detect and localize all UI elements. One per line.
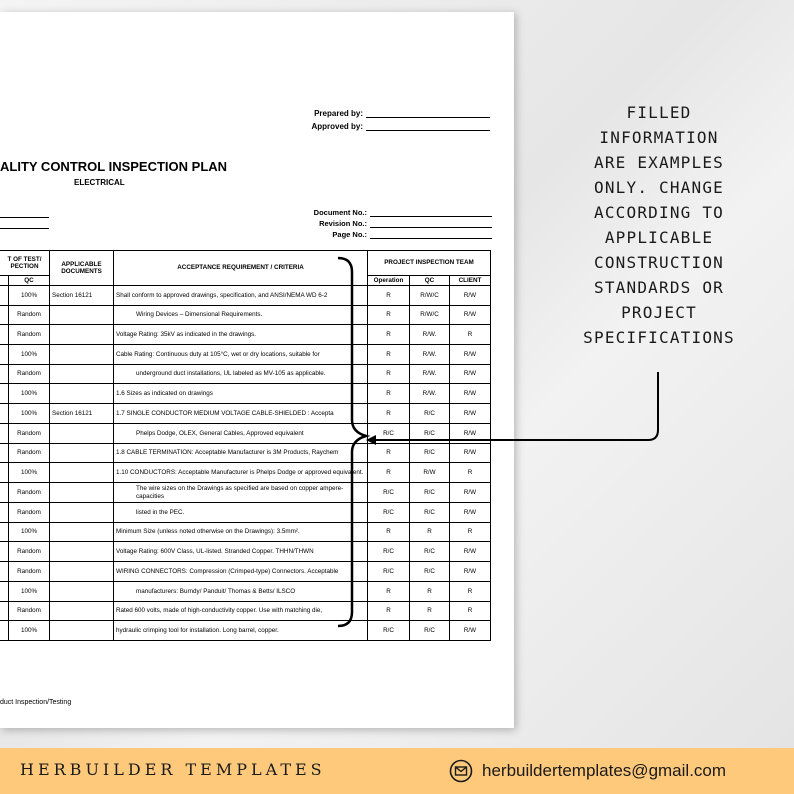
document-subtitle: ELECTRICAL xyxy=(74,178,125,187)
client-cell: R xyxy=(450,582,491,602)
document-no-row xyxy=(314,208,492,217)
team-qc-cell: R/W. xyxy=(410,365,450,384)
applicable-doc-cell xyxy=(50,542,114,562)
qc-cell: Random xyxy=(9,503,50,523)
criteria-cell: 1.8 CABLE TERMINATION: Acceptable Manufacturer is 3M Products, Raychem xyxy=(114,444,368,463)
revision-no-field[interactable] xyxy=(370,219,492,228)
qc-cell: 100% xyxy=(9,463,50,483)
row-blank xyxy=(0,424,9,444)
qc-cell: Random xyxy=(9,542,50,562)
table-row xyxy=(0,483,491,503)
criteria-cell: listed in the PEC. xyxy=(114,503,368,523)
qc-cell: Random xyxy=(9,562,50,582)
row-blank xyxy=(0,602,9,621)
qc-cell: Random xyxy=(9,602,50,621)
applicable-doc-cell xyxy=(50,463,114,483)
project-team-header: PROJECT INSPECTION TEAM xyxy=(368,251,491,276)
qc-header: QC xyxy=(9,276,50,286)
extent-header-line2: PECTION xyxy=(10,263,39,270)
operation-cell: R/C xyxy=(368,542,410,562)
callout-line: ACCORDING TO xyxy=(594,203,724,222)
qc-cell: 100% xyxy=(9,345,50,365)
applicable-doc-cell xyxy=(50,424,114,444)
document-no-label: Document No.: xyxy=(313,208,367,217)
row-blank xyxy=(0,463,9,483)
team-qc-cell: R/C xyxy=(410,483,450,503)
operation-cell: R xyxy=(368,306,410,325)
row-blank xyxy=(0,384,9,404)
criteria-cell: Voltage Rating: 600V Class, UL-listed. Stranded Copper. THHN/THWN xyxy=(114,542,368,562)
operation-cell: R/C xyxy=(368,562,410,582)
operation-cell: R xyxy=(368,365,410,384)
applicable-doc-cell xyxy=(50,444,114,463)
operation-cell: R xyxy=(368,463,410,483)
operation-cell: R xyxy=(368,404,410,424)
qc-cell: 100% xyxy=(9,582,50,602)
team-qc-cell: R/W xyxy=(410,463,450,483)
criteria-cell: The wire sizes on the Drawings as specified are based on copper ampere-capacities xyxy=(114,483,368,503)
client-cell: R/W xyxy=(450,483,491,503)
approved-by-field[interactable] xyxy=(366,121,490,131)
row-blank xyxy=(0,345,9,365)
client-cell: R/W xyxy=(450,503,491,523)
team-qc-cell: R/C xyxy=(410,424,450,444)
qc-cell: Random xyxy=(9,483,50,503)
team-qc-cell: R/W. xyxy=(410,325,450,345)
client-cell: R/W xyxy=(450,444,491,463)
criteria-cell: Shall conform to approved drawings, specification, and ANSI/NEMA WD 6-2 xyxy=(114,286,368,306)
client-cell: R/W xyxy=(450,345,491,365)
criteria-cell: underground duct installations, UL labeled as MV-105 as applicable. xyxy=(114,365,368,384)
client-cell: R/W xyxy=(450,424,491,444)
applicable-doc-cell xyxy=(50,306,114,325)
table-row xyxy=(0,365,491,384)
document-no-field[interactable] xyxy=(370,208,492,217)
applicable-doc-cell xyxy=(50,523,114,542)
extent-header-line1: T OF TEST/ xyxy=(7,255,42,263)
qc-cell: Random xyxy=(9,306,50,325)
row-blank xyxy=(0,542,9,562)
page-no-label: Page No.: xyxy=(332,230,367,239)
criteria-cell: 1.10 CONDUCTORS: Acceptable Manufacturer is Phelps Dodge or approved equivalent. xyxy=(114,463,368,483)
criteria-cell: Phelps Dodge, OLEX, General Cables, Approved equivalent xyxy=(114,424,368,444)
operation-header: Operation xyxy=(368,276,410,286)
team-qc-cell: R/C xyxy=(410,562,450,582)
criteria-cell: manufacturers: Burndy/ Panduit/ Thomas & Betts/ ILSCO xyxy=(114,582,368,602)
table-row xyxy=(0,602,491,621)
applicable-doc-cell xyxy=(50,345,114,365)
extent-sub-blank xyxy=(0,276,9,286)
team-qc-cell: R/W/C xyxy=(410,286,450,306)
operation-cell: R xyxy=(368,602,410,621)
team-qc-cell: R/C xyxy=(410,444,450,463)
criteria-cell: Rated 600 volts, made of high-conductivity copper. Use with matching die, xyxy=(114,602,368,621)
prepared-by-field[interactable] xyxy=(366,108,490,118)
document-page xyxy=(0,12,514,728)
table-row xyxy=(0,621,491,641)
table-row xyxy=(0,424,491,444)
operation-cell: R xyxy=(368,345,410,365)
team-qc-cell: R/W/C xyxy=(410,306,450,325)
qc-cell: 100% xyxy=(9,523,50,542)
table-row xyxy=(0,345,491,365)
team-qc-cell: R xyxy=(410,602,450,621)
qc-cell: 100% xyxy=(9,384,50,404)
table-row xyxy=(0,503,491,523)
inspection-table xyxy=(0,250,491,641)
applicable-doc-cell xyxy=(50,483,114,503)
page-no-row xyxy=(332,230,492,239)
table-row xyxy=(0,463,491,483)
criteria-cell: Cable Rating: Continuous duty at 105°C, wet or dry locations, suitable for xyxy=(114,345,368,365)
revision-no-label: Revision No.: xyxy=(319,219,367,228)
callout-line: STANDARDS OR xyxy=(594,278,724,297)
callout-line: FILLED xyxy=(626,103,692,122)
criteria-cell: Voltage Rating: 35kV as indicated in the drawings. xyxy=(114,325,368,345)
extent-header xyxy=(0,251,50,276)
row-blank xyxy=(0,365,9,384)
callout-line: ARE EXAMPLES xyxy=(594,153,724,172)
team-qc-cell: R/C xyxy=(410,404,450,424)
criteria-cell: Wiring Devices – Dimensional Requirements. xyxy=(114,306,368,325)
applicable-documents-header: APPLICABLE DOCUMENTS xyxy=(50,251,114,286)
revision-no-row xyxy=(319,219,492,228)
operation-cell: R xyxy=(368,286,410,306)
operation-cell: R xyxy=(368,444,410,463)
client-cell: R/W xyxy=(450,562,491,582)
callout-line: INFORMATION xyxy=(599,128,719,147)
applicable-doc-cell xyxy=(50,602,114,621)
criteria-cell: Minimum Size (unless noted otherwise on the Drawings): 3.5mm². xyxy=(114,523,368,542)
criteria-cell: 1.6 Sizes as indicated on drawings xyxy=(114,384,368,404)
team-qc-cell: R/C xyxy=(410,542,450,562)
team-qc-cell: R/C xyxy=(410,503,450,523)
table-row xyxy=(0,542,491,562)
team-qc-cell: R/C xyxy=(410,621,450,641)
left-field-line-1[interactable] xyxy=(0,217,49,218)
client-cell: R xyxy=(450,523,491,542)
team-qc-cell: R/W. xyxy=(410,384,450,404)
client-cell: R/W xyxy=(450,542,491,562)
row-blank xyxy=(0,306,9,325)
row-blank xyxy=(0,404,9,424)
criteria-cell: 1.7 SINGLE CONDUCTOR MEDIUM VOLTAGE CABLE-SHIELDED : Accepta xyxy=(114,404,368,424)
prepared-by-label: Prepared by: xyxy=(314,109,363,118)
operation-cell: R xyxy=(368,523,410,542)
acceptance-header: ACCEPTANCE REQUIREMENT / CRITERIA xyxy=(114,251,368,286)
client-cell: R xyxy=(450,602,491,621)
mail-icon xyxy=(449,759,473,783)
callout-line: PROJECT xyxy=(621,303,697,322)
table-row xyxy=(0,384,491,404)
table-row xyxy=(0,562,491,582)
operation-cell: R/C xyxy=(368,424,410,444)
approved-by-row xyxy=(311,121,490,131)
operation-cell: R/C xyxy=(368,621,410,641)
qc-cell: 100% xyxy=(9,286,50,306)
client-cell: R/W xyxy=(450,404,491,424)
table-row xyxy=(0,444,491,463)
footnote: duct Inspection/Testing xyxy=(0,699,72,706)
row-blank xyxy=(0,325,9,345)
client-cell: R/W xyxy=(450,365,491,384)
callout-line: APPLICABLE xyxy=(604,228,714,247)
applicable-doc-cell: Section 16121 xyxy=(50,286,114,306)
table-row xyxy=(0,523,491,542)
team-qc-cell: R/W. xyxy=(410,345,450,365)
row-blank xyxy=(0,523,9,542)
footer-bar xyxy=(0,748,794,794)
table-row xyxy=(0,286,491,306)
contact-email[interactable]: herbuildertemplates@gmail.com xyxy=(482,761,727,780)
brand-name: HERBUILDER TEMPLATES xyxy=(20,760,326,779)
qc-cell: Random xyxy=(9,444,50,463)
row-blank xyxy=(0,621,9,641)
left-field-line-2[interactable] xyxy=(0,228,49,229)
applicable-doc-cell xyxy=(50,562,114,582)
operation-cell: R xyxy=(368,582,410,602)
applicable-doc-cell: Section 16121 xyxy=(50,404,114,424)
client-cell: R/W xyxy=(450,621,491,641)
qc-cell: 100% xyxy=(9,621,50,641)
row-blank xyxy=(0,503,9,523)
table-row xyxy=(0,325,491,345)
approved-by-label: Approved by: xyxy=(311,122,363,131)
client-cell: R/W xyxy=(450,286,491,306)
qc-cell: Random xyxy=(9,365,50,384)
row-blank xyxy=(0,562,9,582)
applicable-doc-cell xyxy=(50,325,114,345)
criteria-cell: hydraulic crimping tool for installation. Long barrel, copper. xyxy=(114,621,368,641)
document-title: ALITY CONTROL INSPECTION PLAN xyxy=(0,159,228,174)
row-blank xyxy=(0,444,9,463)
callout-note xyxy=(570,100,748,350)
client-cell: R xyxy=(450,463,491,483)
operation-cell: R xyxy=(368,384,410,404)
client-cell: R xyxy=(450,325,491,345)
team-qc-cell: R xyxy=(410,582,450,602)
callout-line: SPECIFICATIONS xyxy=(583,328,735,347)
client-cell: R/W xyxy=(450,384,491,404)
table-row xyxy=(0,306,491,325)
qc-cell: Random xyxy=(9,325,50,345)
operation-cell: R xyxy=(368,325,410,345)
row-blank xyxy=(0,286,9,306)
table-row xyxy=(0,582,491,602)
applicable-doc-cell xyxy=(50,621,114,641)
prepared-by-row xyxy=(314,108,490,118)
applicable-doc-cell xyxy=(50,384,114,404)
applicable-doc-cell xyxy=(50,365,114,384)
applicable-doc-cell xyxy=(50,582,114,602)
client-header: CLIENT xyxy=(450,276,491,286)
applicable-doc-cell xyxy=(50,503,114,523)
row-blank xyxy=(0,582,9,602)
team-qc-cell: R xyxy=(410,523,450,542)
team-qc-header: QC xyxy=(410,276,450,286)
criteria-cell: WIRING CONNECTORS: Compression (Crimped-type) Connectors. Acceptable xyxy=(114,562,368,582)
operation-cell: R/C xyxy=(368,503,410,523)
callout-line: ONLY. CHANGE xyxy=(594,178,724,197)
row-blank xyxy=(0,483,9,503)
page-no-field[interactable] xyxy=(370,230,492,239)
qc-cell: Random xyxy=(9,424,50,444)
client-cell: R/W xyxy=(450,306,491,325)
table-row xyxy=(0,404,491,424)
qc-cell: 100% xyxy=(9,404,50,424)
operation-cell: R/C xyxy=(368,483,410,503)
callout-line: CONSTRUCTION xyxy=(594,253,724,272)
